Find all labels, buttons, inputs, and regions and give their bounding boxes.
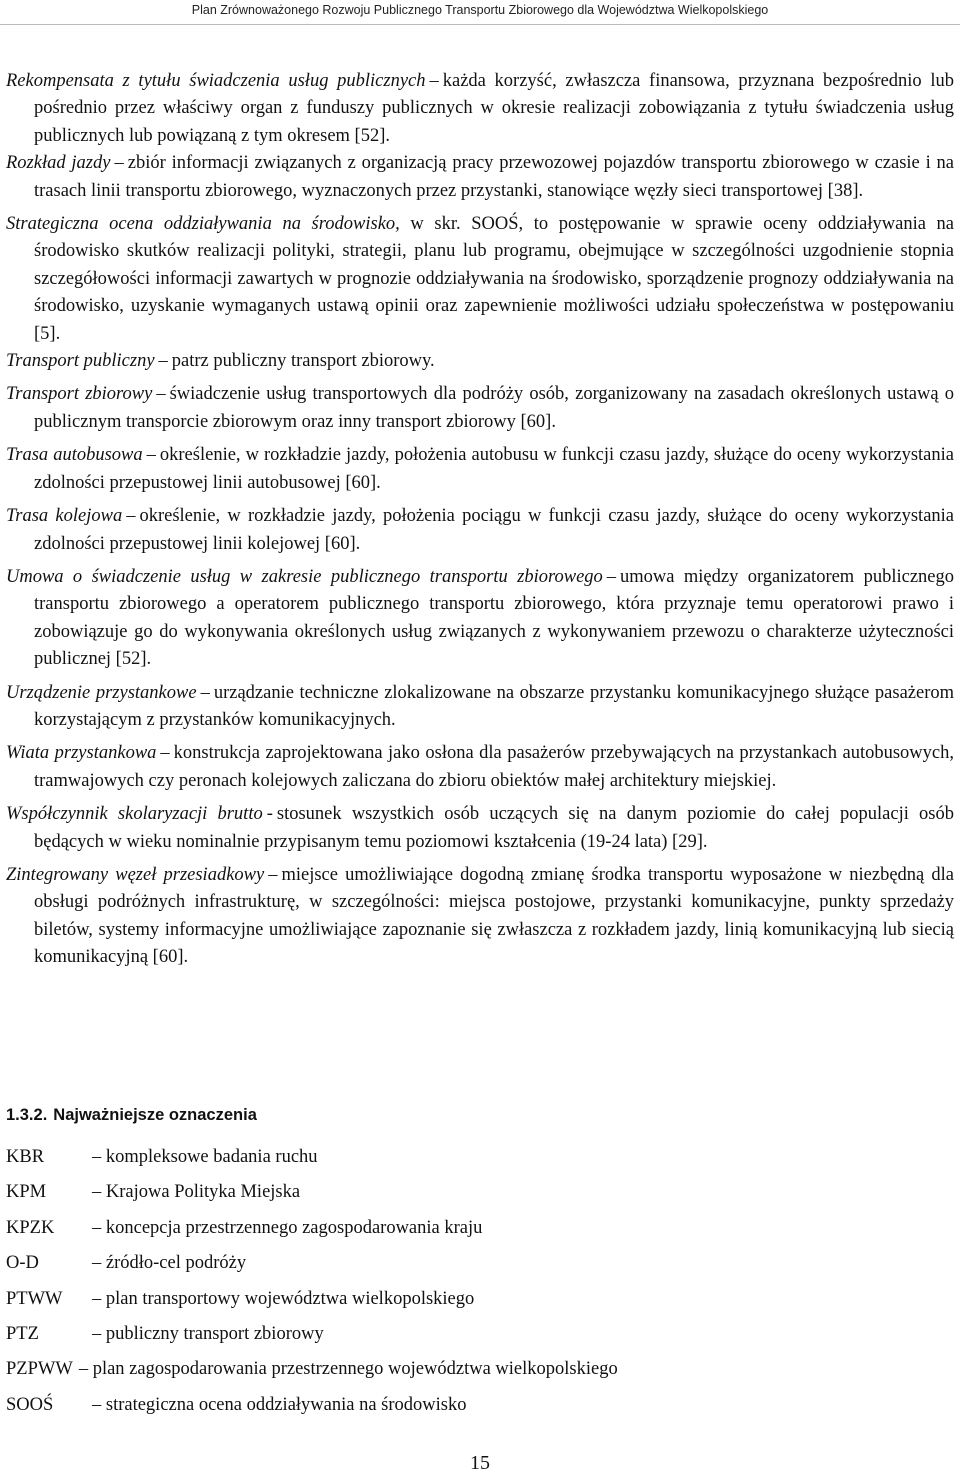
definition-dash: – — [126, 506, 136, 527]
definition-text: w skr. SOOŚ, to postępowanie w sprawie oceny oddziaływania na środowisko skutków realizacji polityki, strategii, planu lub programu, obejmujące w szczególności uzgodnienie stopnia szczegółowości informacji zawartych w prognozie oddziaływania na środowisko, sporządzenie prognozy oddziaływania na środowisko, uzyskanie wymaganych ustawą opinii oraz zapewnienie możliwości udziału społeczeństwa w postępowaniu [5]. — [34, 214, 955, 344]
page-header — [0, 0, 960, 35]
definition-term: Transport publiczny — [6, 351, 155, 372]
abbreviation-description: – publiczny transport zbiorowy — [92, 1324, 324, 1345]
definition-text: każda korzyść, zwłaszcza finansowa, przyznana bezpośrednio lub pośrednio przez właściwy organ z funduszy publicznych w okresie realizacji zobowiązania z tytułu świadczenia usług publicznych lub powiązaną z tym okresem [52]. — [34, 71, 955, 146]
definition-text: umowa między organizatorem publicznego transportu zbiorowego a operatorem publicznego transportu zbiorowego, która przyznaje temu operatorowi prawo i zobowiązuje go do wykonywania określonych usług związanych z wykonywaniem przewozu o charakterze użyteczności publicznej [52]. — [34, 566, 954, 670]
header-divider — [0, 24, 960, 25]
definition-dash: - — [266, 804, 273, 825]
abbreviation-description: – kompleksowe badania ruchu — [92, 1147, 318, 1167]
abbreviation-description: – plan transportowy województwa wielkopolskiego — [92, 1288, 475, 1309]
definition-entry — [6, 348, 954, 375]
definition-entry — [6, 862, 954, 972]
abbreviation-code: KBR — [6, 1147, 45, 1167]
abbreviation-code: SOOŚ — [6, 1394, 54, 1415]
definition-entry — [6, 801, 954, 856]
definition-dash: – — [160, 743, 170, 764]
definition-entry — [6, 503, 954, 558]
abbreviation-description: – Krajowa Polityka Miejska — [92, 1182, 301, 1203]
abbreviation-row — [6, 1282, 946, 1317]
definition-dash: – — [268, 864, 278, 885]
definition-text: określenie, w rozkładzie jazdy, położenia pociągu w funkcji czasu jazdy, służące do oceny wykorzystania zdolności przepustowej linii kolejowej [60]. — [34, 506, 955, 554]
abbreviation-row — [6, 1211, 946, 1246]
abbreviation-code: PTZ — [6, 1324, 39, 1345]
definition-entry — [6, 564, 954, 674]
definition-dash: – — [158, 351, 168, 372]
definition-entry — [6, 381, 954, 436]
header-title: Plan Zrównoważonego Rozwoju Publicznego Transportu Zbiorowego dla Województwa Wielkopolskiego — [191, 3, 769, 17]
abbreviations-list — [6, 1140, 946, 1423]
abbreviation-description: – plan zagospodarowania przestrzennego województwa wielkopolskiego — [78, 1359, 618, 1380]
definition-term: Umowa o świadczenie usług w zakresie publicznego transportu zbiorowego — [6, 566, 603, 587]
definition-entry — [6, 442, 954, 497]
definition-text: konstrukcja zaprojektowana jako osłona dla pasażerów przebywających na przystankach autobusowych, tramwajowych czy peronach kolejowych zaliczana do zbioru obiektów małej architektury miejskiej. — [34, 743, 954, 791]
abbreviation-row — [6, 1388, 946, 1423]
definition-dash: – — [606, 566, 617, 587]
definition-term: Współczynnik skolaryzacji brutto — [6, 804, 263, 825]
section-title-text: Najważniejsze oznaczenia — [53, 1106, 257, 1124]
abbreviation-code: KPM — [6, 1182, 47, 1203]
definition-term: Trasa autobusowa — [6, 445, 143, 466]
definition-entry — [6, 211, 954, 348]
definition-dash: – — [114, 153, 124, 174]
abbreviation-code: O-D — [6, 1253, 39, 1274]
definition-dash: – — [429, 71, 439, 91]
definition-entry — [6, 150, 954, 205]
definition-term: Strategiczna ocena oddziaływania na środowisko, — [6, 214, 400, 235]
definition-text: stosunek wszystkich osób uczących się na danym poziomie do całej populacji osób będących w wieku nominalnie przypisanym temu poziomowi kształcenia (19-24 lata) [29]. — [34, 804, 954, 852]
definition-text: patrz publiczny transport zbiorowy. — [171, 351, 435, 372]
page-number: 15 — [470, 1452, 490, 1474]
abbreviation-description: – źródło-cel podróży — [92, 1253, 247, 1274]
abbreviation-code: PTWW — [6, 1288, 63, 1309]
definition-text: świadczenie usług transportowych dla podróży osób, zorganizowany na zasadach określonych ustawą o publicznym transporcie zbiorowym oraz inny transport zbiorowy [60]. — [34, 384, 954, 432]
definition-text: określenie, w rozkładzie jazdy, położenia autobusu w funkcji czasu jazdy, służące do oceny wykorzystania zdolności przepustowej linii autobusowej [60]. — [34, 445, 954, 493]
abbreviation-code: KPZK — [6, 1217, 55, 1238]
definition-term: Rozkład jazdy — [6, 153, 111, 174]
abbreviation-row — [6, 1175, 946, 1210]
definition-entry — [6, 740, 954, 795]
abbreviation-row — [6, 1246, 946, 1281]
definition-term: Wiata przystankowa — [6, 743, 157, 764]
definition-term: Urządzenie przystankowe — [6, 682, 197, 703]
abbreviation-description: – strategiczna ocena oddziaływania na środowisko — [92, 1394, 467, 1415]
abbreviation-row — [6, 1317, 946, 1352]
section-heading — [6, 1104, 257, 1126]
definition-dash: – — [146, 445, 156, 466]
definition-entry — [6, 680, 954, 735]
definition-text: zbiór informacji związanych z organizacją pracy przewozowej pojazdów transportu zbiorowego w czasie i na trasach linii transportu zbiorowego, wyznaczonych przez przystanki, stanowiące węzły sieci transportowej [38]. — [34, 153, 955, 201]
abbreviation-row — [6, 1352, 946, 1387]
definition-dash: – — [156, 384, 166, 405]
definition-term: Transport zbiorowy — [6, 384, 153, 405]
definition-term: Rekompensata z tytułu świadczenia usług publicznych — [6, 71, 426, 91]
definition-text: miejsce umożliwiające dogodną zmianę środka transportu wyposażone w niezbędną dla obsługi podróżnych infrastrukturę, w szczególności: miejsca postojowe, przystanki komunikacyjne, punkty sprzedaży biletów, systemy informacyjne umożliwiające zapoznanie się zwłaszcza z rozkładem jazdy, linią komunikacyjną lub siecią komunikacyjną [60]. — [34, 864, 954, 968]
abbreviation-code: PZPWW — [6, 1359, 73, 1380]
definition-term: Trasa kolejowa — [6, 506, 123, 527]
definition-entry — [6, 68, 954, 150]
abbreviation-description: – koncepcja przestrzennego zagospodarowania kraju — [92, 1217, 483, 1238]
definition-dash: – — [200, 682, 210, 703]
definition-text: urządzanie techniczne zlokalizowane na obszarze przystanku komunikacyjnego służące pasażerom korzystającym z przystanków komunikacyjnych. — [34, 682, 954, 730]
section-number: 1.3.2. — [6, 1106, 48, 1124]
definitions-list — [6, 68, 954, 978]
abbreviation-row — [6, 1140, 946, 1175]
definition-term: Zintegrowany węzeł przesiadkowy — [6, 864, 265, 885]
